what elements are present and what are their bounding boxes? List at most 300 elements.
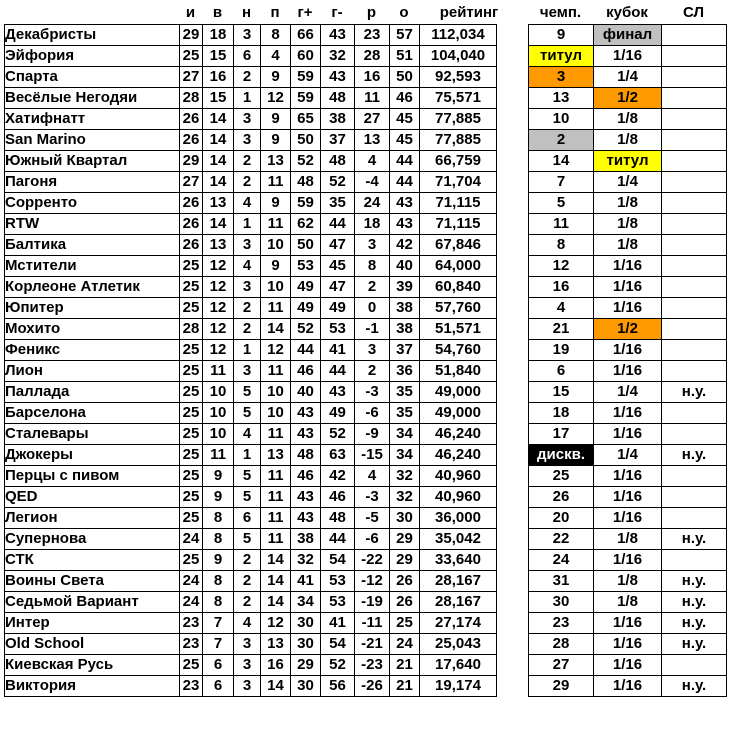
goals-for-cell: 50 <box>291 130 321 151</box>
rating-cell: 33,640 <box>420 550 497 571</box>
rating-cell: 57,760 <box>420 298 497 319</box>
losses-cell: 9 <box>261 109 291 130</box>
team-name-cell: Эйфория <box>5 46 180 67</box>
table-row <box>5 445 497 466</box>
sl-cell <box>662 487 727 508</box>
points-cell: 32 <box>390 466 420 487</box>
goals-for-cell: 30 <box>291 676 321 697</box>
goals-against-cell: 43 <box>321 67 355 88</box>
games-cell: 26 <box>180 130 203 151</box>
wins-cell: 12 <box>203 340 234 361</box>
wins-cell: 9 <box>203 466 234 487</box>
points-cell: 26 <box>390 592 420 613</box>
draws-cell: 6 <box>234 46 261 67</box>
cup-cell: 1/8 <box>594 571 662 592</box>
table-header <box>0 0 730 26</box>
wins-cell: 9 <box>203 487 234 508</box>
wins-cell: 14 <box>203 109 234 130</box>
table-row <box>5 235 497 256</box>
table-row <box>529 592 727 613</box>
table-row <box>529 466 727 487</box>
table-row <box>529 613 727 634</box>
cup-cell: 1/8 <box>594 592 662 613</box>
team-name-cell: Легион <box>5 508 180 529</box>
games-cell: 26 <box>180 214 203 235</box>
goals-for-cell: 43 <box>291 403 321 424</box>
wins-cell: 14 <box>203 214 234 235</box>
points-cell: 57 <box>390 25 420 46</box>
cup-cell: 1/16 <box>594 256 662 277</box>
table-row <box>5 634 497 655</box>
goals-against-cell: 56 <box>321 676 355 697</box>
losses-cell: 11 <box>261 214 291 235</box>
draws-cell: 5 <box>234 466 261 487</box>
sl-cell: н.у. <box>662 634 727 655</box>
losses-cell: 13 <box>261 151 291 172</box>
team-name-cell: Весёлые Негодяи <box>5 88 180 109</box>
games-cell: 28 <box>180 88 203 109</box>
points-cell: 36 <box>390 361 420 382</box>
losses-cell: 9 <box>261 193 291 214</box>
wins-cell: 10 <box>203 382 234 403</box>
table-row <box>529 676 727 697</box>
cup-cell: 1/2 <box>594 88 662 109</box>
draws-cell: 2 <box>234 151 261 172</box>
points-cell: 35 <box>390 382 420 403</box>
cup-cell: 1/16 <box>594 613 662 634</box>
table-row <box>5 340 497 361</box>
goals-against-cell: 48 <box>321 508 355 529</box>
rating-cell: 77,885 <box>420 130 497 151</box>
points-cell: 43 <box>390 193 420 214</box>
cup-cell: 1/16 <box>594 46 662 67</box>
team-name-cell: Виктория <box>5 676 180 697</box>
team-name-cell: San Marino <box>5 130 180 151</box>
team-name-cell: Лион <box>5 361 180 382</box>
goals-for-cell: 66 <box>291 25 321 46</box>
cup-cell: 1/16 <box>594 634 662 655</box>
wins-cell: 14 <box>203 151 234 172</box>
draws-cell: 3 <box>234 277 261 298</box>
table-row <box>529 235 727 256</box>
team-name-cell: Барселона <box>5 403 180 424</box>
goals-against-cell: 52 <box>321 424 355 445</box>
losses-cell: 10 <box>261 403 291 424</box>
losses-cell: 11 <box>261 508 291 529</box>
champ-cell: 7 <box>529 172 594 193</box>
points-cell: 39 <box>390 277 420 298</box>
champ-cell: 17 <box>529 424 594 445</box>
table-row <box>529 655 727 676</box>
sl-cell <box>662 298 727 319</box>
goal-diff-cell: 16 <box>355 67 390 88</box>
table-row <box>529 571 727 592</box>
cup-cell: 1/16 <box>594 550 662 571</box>
wins-cell: 8 <box>203 571 234 592</box>
goal-diff-cell: -6 <box>355 403 390 424</box>
wins-cell: 11 <box>203 445 234 466</box>
goals-against-cell: 63 <box>321 445 355 466</box>
goal-diff-cell: -19 <box>355 592 390 613</box>
draws-cell: 4 <box>234 424 261 445</box>
losses-cell: 11 <box>261 172 291 193</box>
goals-against-cell: 42 <box>321 466 355 487</box>
table-row <box>529 529 727 550</box>
team-name-cell: Балтика <box>5 235 180 256</box>
games-cell: 27 <box>180 67 203 88</box>
table-row <box>529 487 727 508</box>
losses-cell: 11 <box>261 529 291 550</box>
games-cell: 23 <box>180 676 203 697</box>
goals-against-cell: 48 <box>321 151 355 172</box>
sl-cell: н.у. <box>662 382 727 403</box>
table-row <box>529 151 727 172</box>
team-name-cell: Сталевары <box>5 424 180 445</box>
sl-cell <box>662 214 727 235</box>
losses-cell: 9 <box>261 67 291 88</box>
games-cell: 25 <box>180 256 203 277</box>
goal-diff-cell: 4 <box>355 151 390 172</box>
points-cell: 32 <box>390 487 420 508</box>
goals-for-cell: 43 <box>291 424 321 445</box>
points-cell: 37 <box>390 340 420 361</box>
goal-diff-cell: 27 <box>355 109 390 130</box>
cup-cell: 1/4 <box>594 382 662 403</box>
points-cell: 30 <box>390 508 420 529</box>
rating-cell: 60,840 <box>420 277 497 298</box>
cup-cell: 1/16 <box>594 676 662 697</box>
rating-cell: 28,167 <box>420 571 497 592</box>
points-cell: 34 <box>390 424 420 445</box>
sl-cell <box>662 88 727 109</box>
goal-diff-cell: 2 <box>355 277 390 298</box>
losses-cell: 14 <box>261 571 291 592</box>
table-row <box>5 487 497 508</box>
draws-cell: 1 <box>234 340 261 361</box>
team-name-cell: Пагоня <box>5 172 180 193</box>
wins-cell: 13 <box>203 193 234 214</box>
points-cell: 38 <box>390 298 420 319</box>
goal-diff-cell: -6 <box>355 529 390 550</box>
table-row <box>5 613 497 634</box>
games-cell: 29 <box>180 25 203 46</box>
table-row <box>5 25 497 46</box>
points-cell: 44 <box>390 172 420 193</box>
champ-cell: 28 <box>529 634 594 655</box>
sl-cell <box>662 361 727 382</box>
goals-against-cell: 43 <box>321 25 355 46</box>
team-name-cell: RTW <box>5 214 180 235</box>
goal-diff-cell: -22 <box>355 550 390 571</box>
team-name-cell: Воины Света <box>5 571 180 592</box>
losses-cell: 13 <box>261 445 291 466</box>
points-cell: 29 <box>390 550 420 571</box>
games-cell: 28 <box>180 319 203 340</box>
games-cell: 25 <box>180 466 203 487</box>
losses-cell: 11 <box>261 361 291 382</box>
sl-cell <box>662 424 727 445</box>
team-name-cell: Феникс <box>5 340 180 361</box>
goals-against-cell: 47 <box>321 277 355 298</box>
draws-cell: 5 <box>234 403 261 424</box>
table-row <box>5 508 497 529</box>
team-name-cell: Мстители <box>5 256 180 277</box>
cup-cell: 1/16 <box>594 340 662 361</box>
goals-against-cell: 41 <box>321 340 355 361</box>
sl-cell <box>662 508 727 529</box>
losses-cell: 14 <box>261 592 291 613</box>
header-sl: СЛ <box>683 4 704 21</box>
champ-cell: 12 <box>529 256 594 277</box>
goals-against-cell: 44 <box>321 361 355 382</box>
wins-cell: 7 <box>203 634 234 655</box>
rating-cell: 51,571 <box>420 319 497 340</box>
draws-cell: 2 <box>234 571 261 592</box>
points-cell: 35 <box>390 403 420 424</box>
goal-diff-cell: 2 <box>355 361 390 382</box>
cup-cell: 1/4 <box>594 67 662 88</box>
games-cell: 25 <box>180 382 203 403</box>
table-row <box>5 571 497 592</box>
wins-cell: 10 <box>203 403 234 424</box>
sl-cell <box>662 319 727 340</box>
goals-against-cell: 53 <box>321 319 355 340</box>
draws-cell: 4 <box>234 193 261 214</box>
losses-cell: 14 <box>261 676 291 697</box>
team-name-cell: Мохито <box>5 319 180 340</box>
champ-cell: 24 <box>529 550 594 571</box>
goals-against-cell: 53 <box>321 571 355 592</box>
losses-cell: 11 <box>261 466 291 487</box>
draws-cell: 5 <box>234 529 261 550</box>
losses-cell: 12 <box>261 88 291 109</box>
goal-diff-cell: 4 <box>355 466 390 487</box>
goal-diff-cell: -4 <box>355 172 390 193</box>
games-cell: 25 <box>180 361 203 382</box>
goals-for-cell: 48 <box>291 445 321 466</box>
rating-cell: 77,885 <box>420 109 497 130</box>
sl-cell <box>662 109 727 130</box>
points-cell: 24 <box>390 634 420 655</box>
cup-cell: 1/8 <box>594 214 662 235</box>
header-goal-diff: р <box>366 4 377 21</box>
team-name-cell: Паллада <box>5 382 180 403</box>
games-cell: 23 <box>180 634 203 655</box>
losses-cell: 14 <box>261 319 291 340</box>
games-cell: 29 <box>180 151 203 172</box>
goals-against-cell: 54 <box>321 550 355 571</box>
points-cell: 29 <box>390 529 420 550</box>
points-cell: 43 <box>390 214 420 235</box>
table-row <box>529 319 727 340</box>
champ-cell: 18 <box>529 403 594 424</box>
standings-table <box>4 24 497 697</box>
draws-cell: 2 <box>234 319 261 340</box>
losses-cell: 11 <box>261 298 291 319</box>
table-row <box>5 298 497 319</box>
table-row <box>529 256 727 277</box>
team-name-cell: Old School <box>5 634 180 655</box>
points-cell: 34 <box>390 445 420 466</box>
cup-cell: 1/8 <box>594 235 662 256</box>
rating-cell: 49,000 <box>420 382 497 403</box>
sl-cell: н.у. <box>662 445 727 466</box>
losses-cell: 10 <box>261 277 291 298</box>
wins-cell: 12 <box>203 298 234 319</box>
table-row <box>5 466 497 487</box>
sl-cell <box>662 277 727 298</box>
champ-cell: 15 <box>529 382 594 403</box>
goal-diff-cell: 0 <box>355 298 390 319</box>
cup-cell: 1/8 <box>594 109 662 130</box>
cup-cell: 1/16 <box>594 403 662 424</box>
goals-for-cell: 60 <box>291 46 321 67</box>
goals-for-cell: 44 <box>291 340 321 361</box>
wins-cell: 12 <box>203 277 234 298</box>
wins-cell: 7 <box>203 613 234 634</box>
table-row <box>5 361 497 382</box>
losses-cell: 16 <box>261 655 291 676</box>
rating-cell: 49,000 <box>420 403 497 424</box>
goals-against-cell: 32 <box>321 46 355 67</box>
rating-cell: 19,174 <box>420 676 497 697</box>
points-cell: 45 <box>390 130 420 151</box>
champ-cell: 19 <box>529 340 594 361</box>
sl-cell <box>662 256 727 277</box>
games-cell: 25 <box>180 550 203 571</box>
games-cell: 25 <box>180 424 203 445</box>
header-draws: н <box>241 4 252 21</box>
champ-cell: 29 <box>529 676 594 697</box>
goals-for-cell: 43 <box>291 487 321 508</box>
team-name-cell: Декабристы <box>5 25 180 46</box>
goal-diff-cell: -1 <box>355 319 390 340</box>
team-name-cell: Киевская Русь <box>5 655 180 676</box>
header-champ: чемп. <box>539 4 582 21</box>
champ-cell: 14 <box>529 151 594 172</box>
table-row <box>5 403 497 424</box>
champ-cell: 30 <box>529 592 594 613</box>
table-row <box>529 130 727 151</box>
sl-cell <box>662 550 727 571</box>
rating-cell: 67,846 <box>420 235 497 256</box>
goal-diff-cell: -5 <box>355 508 390 529</box>
goal-diff-cell: 11 <box>355 88 390 109</box>
table-row <box>529 67 727 88</box>
team-name-cell: Интер <box>5 613 180 634</box>
losses-cell: 13 <box>261 634 291 655</box>
header-losses: п <box>270 4 280 21</box>
games-cell: 24 <box>180 592 203 613</box>
table-row <box>529 88 727 109</box>
rating-cell: 40,960 <box>420 466 497 487</box>
cup-cell: 1/16 <box>594 655 662 676</box>
rating-cell: 92,593 <box>420 67 497 88</box>
goal-diff-cell: -3 <box>355 487 390 508</box>
team-name-cell: Юпитер <box>5 298 180 319</box>
goals-for-cell: 53 <box>291 256 321 277</box>
team-name-cell: СТК <box>5 550 180 571</box>
champ-cell: 5 <box>529 193 594 214</box>
draws-cell: 3 <box>234 361 261 382</box>
team-name-cell: QED <box>5 487 180 508</box>
team-name-cell: Супернова <box>5 529 180 550</box>
goal-diff-cell: 28 <box>355 46 390 67</box>
sl-cell <box>662 46 727 67</box>
goals-against-cell: 49 <box>321 298 355 319</box>
goals-for-cell: 52 <box>291 319 321 340</box>
games-cell: 25 <box>180 655 203 676</box>
games-cell: 25 <box>180 298 203 319</box>
wins-cell: 9 <box>203 550 234 571</box>
table-row <box>5 550 497 571</box>
goal-diff-cell: -11 <box>355 613 390 634</box>
cup-cell: 1/8 <box>594 529 662 550</box>
draws-cell: 2 <box>234 172 261 193</box>
goals-for-cell: 38 <box>291 529 321 550</box>
table-row <box>529 277 727 298</box>
cup-cell: 1/16 <box>594 466 662 487</box>
games-cell: 24 <box>180 571 203 592</box>
sl-cell <box>662 130 727 151</box>
cup-cell: 1/2 <box>594 319 662 340</box>
losses-cell: 9 <box>261 256 291 277</box>
goals-for-cell: 65 <box>291 109 321 130</box>
header-cup: кубок <box>606 4 648 21</box>
champ-cell: 8 <box>529 235 594 256</box>
rating-cell: 71,115 <box>420 214 497 235</box>
goals-against-cell: 44 <box>321 529 355 550</box>
draws-cell: 4 <box>234 256 261 277</box>
table-row <box>529 403 727 424</box>
points-cell: 44 <box>390 151 420 172</box>
goals-against-cell: 46 <box>321 487 355 508</box>
goals-for-cell: 49 <box>291 298 321 319</box>
rating-cell: 75,571 <box>420 88 497 109</box>
cup-cell: 1/16 <box>594 487 662 508</box>
rating-cell: 104,040 <box>420 46 497 67</box>
games-cell: 26 <box>180 193 203 214</box>
champ-cell: 21 <box>529 319 594 340</box>
cup-cell: 1/16 <box>594 424 662 445</box>
table-row <box>529 46 727 67</box>
goals-against-cell: 35 <box>321 193 355 214</box>
goal-diff-cell: 3 <box>355 235 390 256</box>
points-cell: 26 <box>390 571 420 592</box>
header-wins: в <box>212 4 223 21</box>
table-row <box>529 508 727 529</box>
draws-cell: 5 <box>234 487 261 508</box>
table-row <box>5 529 497 550</box>
cup-cell: 1/16 <box>594 298 662 319</box>
sl-cell <box>662 235 727 256</box>
champ-cell: 10 <box>529 109 594 130</box>
games-cell: 25 <box>180 46 203 67</box>
cup-cell: 1/8 <box>594 130 662 151</box>
wins-cell: 10 <box>203 424 234 445</box>
rating-cell: 46,240 <box>420 445 497 466</box>
goal-diff-cell: -23 <box>355 655 390 676</box>
losses-cell: 9 <box>261 130 291 151</box>
sl-cell <box>662 466 727 487</box>
draws-cell: 3 <box>234 109 261 130</box>
draws-cell: 2 <box>234 550 261 571</box>
table-row <box>529 109 727 130</box>
header-rating: рейтинг <box>439 4 499 21</box>
champ-cell: дискв. <box>529 445 594 466</box>
losses-cell: 11 <box>261 487 291 508</box>
rating-cell: 71,704 <box>420 172 497 193</box>
